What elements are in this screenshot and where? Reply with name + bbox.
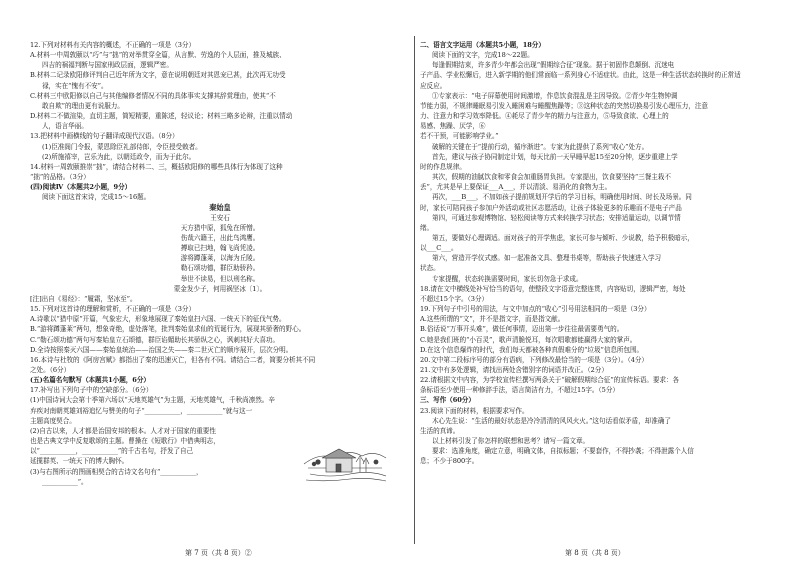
questions-20-22 [420, 355, 784, 396]
question-12 [30, 40, 410, 131]
poem [30, 203, 410, 294]
text-line: 丢”，尤其是早上要保证___A___，并以清淡、易消化的食物为主。 [420, 183, 612, 192]
section-5-title: (五)名篇名句默写（本题共1小题，6分） [30, 376, 150, 385]
poem-line: 伤哉六籍王，出此鸟鸿鹰。 [180, 233, 260, 242]
text-line: D.材料二不做渲染，直切主题，简短精要，重陈述，轻议论；材料三略多论辩，注重以情动 [30, 112, 293, 121]
text-line: A.诗歌以“猎中原”开篇，气象宏大，形象地展现了秦始皇扫六国、一统天下的征伐气势。 [30, 315, 286, 324]
text-line: 其次，假期的油腻饮食和零食会加重肠胃负担。专家提出，饮食要坚持“三餐主栽不 [432, 173, 671, 182]
text-line: 20.文中第二段标序号的部分有语病，下列修改最恰当的一项是（3分）。（4分） [420, 355, 648, 364]
text-line: 敢自欺”的理由更有说服力。 [42, 101, 124, 110]
text-line: 延揽群英、一统天下的博大胸怀。 [30, 457, 129, 466]
text-line: 12.下列对材料有关内容的概述，不正确的一项是（3分） [30, 41, 195, 49]
poem-line: 天方猎中原，狐兔在所憎。 [180, 223, 260, 232]
question-16 [30, 355, 410, 375]
text-line: 17.补写出下列句子中的空缺部分。（6分） [30, 386, 153, 395]
poem-line: 搏取已扫地，翰飞尚凭凌。 [180, 244, 260, 253]
text-line: ___________”。 [42, 477, 88, 486]
text-line: 人，语言华丽。 [42, 122, 88, 131]
text-line: (2)所施禧宰，岂乐为此，以朝廷政令，而为于此尔。 [42, 152, 196, 161]
question-13 [30, 131, 410, 161]
text-line: D.全诗按照秦灭六国——秦始皇统治——治国之失——秦二世灭亡的顺序展开，层次分明。 [30, 345, 293, 354]
text-line: 19.下列句子中引号的用法，与文中加点的“收心”引号用法相同的一项是（3分） [420, 305, 651, 314]
text-line: 生活的真谛。 [420, 426, 460, 435]
poem-line: 举世不读易，但以刑名称。 [180, 274, 260, 283]
poem-line: 游将蹲蓬莱，以海为丘陵。 [180, 254, 260, 263]
text-line: 16.本诗与杜牧的《阿房宫赋》都指出了秦的迅速灭亡，但各有不同。请结合二者，简要分析其不同 [30, 355, 316, 364]
text-line: (1)中国诗词大会第十季第六场以“天地英雄气”为主题，天地英雄气，千秋尚凛然。辛 [30, 396, 275, 405]
page-number-right: 第 8 页（共 8 页） [565, 549, 625, 557]
text-line: 之处。（6分） [30, 366, 71, 374]
text-line: C.材料三中欧阳修以自己与其他编修者情况不同的具体事实支撑其辞赏理由，使其“不 [30, 91, 276, 100]
text-line: B.“游将蹲蓬莱”两句，想象奇绝，虚处落笔，批判秦始皇求仙的荒诞行为，展现其骄奢的野心。 [30, 325, 306, 334]
text-line: 13.把材料中画横线的句子翻译成现代汉语。（8分） [30, 132, 179, 141]
text-line: 18.请在文中横线处补写恰当的语句，使整段文字语意完整连贯，内容贴切，逻辑严密，每处 [420, 284, 686, 293]
text-line: 每逢假期结束，许多青少年都会出现“假期综合征”现象。据于初固作息颠倒、沉迷电 [432, 61, 675, 70]
poem-author: 王安石 [210, 213, 230, 222]
section-2-intro: 阅读下面的文字，完成18～22题。 [432, 51, 534, 60]
text-line: 绪。 [420, 223, 434, 232]
text-line: 时，家长可陪同孩子参加户外活动或社区志愿活动，让孩子体验更多的乐趣而不是电子产品 [420, 203, 682, 212]
question-23 [420, 406, 784, 467]
text-line: 第六，营造开学仪式感。如一起准备文具、整理书桌等，帮助孩子快速进入学习 [432, 254, 662, 263]
text-line: 木心先生说：“生活的最好状态是冷冷清清的风风火火。”这句话看似矛盾，却准确了 [432, 416, 671, 425]
section-3-title: 三、写作（60分） [420, 396, 475, 405]
text-line: 专家提醒，状态转换需要时间，家长切勿急于求成。 [432, 274, 583, 283]
page-number-left: 第 7 页（共 8 页）② [185, 549, 252, 557]
text-line: “拙”的品格。（3分） [30, 173, 90, 182]
text-line: 子产品、学业松懈后，进入新学期的他们常面临一系列身心不适症状。由此，这是一种生活状态转换时的正常适 [420, 71, 741, 80]
text-line: 也是古典文学中反复歌颂的主题。曹操在《短歌行》中借典明志， [30, 437, 220, 446]
text-line: C.她是我们班的“小百灵”，歌声清脆悦耳，每次唱歌都能赢得大家的掌声。 [420, 335, 637, 344]
text-line: 四吉的祸福判断与国家刑政层面，逻辑严密。 [42, 61, 173, 70]
right-column [420, 40, 784, 542]
poem-title: 秦始皇 [209, 202, 231, 212]
text-line: 15.下列对这首诗的理解和赏析，不正确的一项是（3分） [30, 305, 195, 314]
poem-line: 蒙金发少子，何用祸坚冰〔1〕。 [173, 284, 267, 293]
question-19 [420, 304, 784, 355]
text-line: 状态。 [420, 264, 440, 273]
text-line: 禄，实在“愧有不安”。 [42, 81, 108, 90]
reading-passage [420, 60, 784, 283]
text-line: D.在这个信息爆炸的时代，我们每天都被各种真假难分的“垃圾”信息所包围。 [420, 345, 644, 354]
landscape-illustration [300, 434, 390, 484]
text-line: C.“勒石颂功德”两句写秦始皇立石颂德，群臣谄媚助长其骄纵之心，讽刺其好大喜功。 [30, 335, 280, 344]
text-line: 第五，要做好心理调适。面对孩子的开学焦虑，家长可参与倾听、少说教，给予积极暗示， [432, 233, 694, 242]
text-line: (3)与右图所示的图画相契合的古诗文名句有“___________， [30, 467, 203, 476]
text-line: 以“___________，___________”的千古名句，抒发了自己 [30, 447, 194, 456]
section-2-title: 二、语言文字运用（本题共5小题，18分） [420, 41, 545, 49]
text-line: 破解的关键在于“提前行动，循序渐进”。专家为此提供了系列“收心”处方。 [432, 142, 649, 151]
text-line: (2)自古以来，人才都是治国安邦的根本。人才对于国家的重要性 [30, 426, 216, 435]
text-line: 再次，___B___，不加如孩子提前规划开学后的学习目标，明确使用时间、时长及场景。同 [432, 193, 692, 202]
text-line: ①专家表示：“电子屏幕使用时间激增，作息饮食混乱是主因导致。②青少年生物钟调 [432, 91, 678, 100]
text-line: 息；不少于800字。 [420, 457, 479, 466]
section-4-intro: 阅读下面这首宋诗，完成15～16题。 [42, 193, 151, 202]
text-line: 主题高度契合。 [30, 416, 76, 425]
text-line: 时的作息规律。 [420, 162, 466, 171]
text-line: 23.阅读下面的材料，根据要求写作。 [420, 406, 529, 415]
text-line: 要求：选准角度，确定立意，明确文体，自拟标题；不要套作，不得抄袭；不得泄露个人信 [432, 447, 694, 456]
question-14 [30, 162, 410, 182]
text-line: 易感、焦躁、厌学，⑥ [420, 122, 486, 131]
text-line: (1)臣准阁门令报，蒙恩除臣礼部侍郎，令臣授受敕者。 [42, 142, 202, 151]
section-4-title: (四)阅读Ⅳ（本题共2小题，9分） [30, 183, 132, 192]
text-line: 22.请根据文中内容，为学校宣传栏撰写两条关于“破解假期综合征”的宣传标语。要求：各 [420, 376, 680, 385]
text-line: 条标语至少使用一种修辞手法，语言简洁有力，不超过15字。（5分） [420, 386, 619, 395]
poem-line: 勒石颂功德，群臣助骄矜。 [180, 264, 260, 273]
text-line: 应反应。 [420, 81, 447, 90]
text-line: B.俗话说“万事开头难”，做任何事情，迈出第一步往往最需要勇气的。 [420, 325, 624, 334]
text-line: A.材料一中周敦颐以“巧”与“拙”的对举贯穿全篇，从言默、劳逸的个人层面，推及城族、 [30, 51, 286, 60]
text-line: 首先，建议与孩子协同制定计划，每天比前一天早睡早起15至20分钟，逐步重建上学 [432, 152, 678, 161]
question-15 [30, 304, 410, 355]
question-18 [420, 284, 784, 304]
text-line: 以上材料引发了你怎样的联想和思考？请写一篇文章。 [432, 437, 590, 446]
text-line: 21.文中有多处逻辑，请找出两处含错别字的词语并改正。（2分） [420, 366, 608, 374]
text-line: 第四，可通过参观博物馆、轻松阅读等方式来转换学习状态；安排适量运动，以调节情 [432, 213, 681, 222]
text-line: B.材料二记录欧阳修评判自己近年所为文字，意在说明朝廷对其恩宠已甚，此次再无功受 [30, 71, 286, 80]
text-line: 力、注意力和学习效率降低。④耗尽了青少年的精力与注意力，⑤导致食欲、心理上的 [420, 112, 669, 121]
column-divider [414, 36, 415, 544]
text-line: 若不干预，可能影响学业。” [420, 132, 499, 141]
text-line: 不超过15个字。（3分） [420, 294, 489, 303]
text-line: 以___C___。 [420, 244, 458, 253]
poem-note: [注]出自《易经》：“履霜，坚冰至”。 [30, 294, 137, 303]
text-line: 节能力弱，不规律睡眠易引发入睡困难与睡醒焦躁等；③这种状态的突然切换易引发心理压力，注意 [420, 101, 708, 110]
text-line: 14.材料一周敦颐推崇“拙”，请结合材料二、三，概括欧阳修的哪些具体行为体现了这种 [30, 162, 283, 171]
text-line: 弃疾对南朝英雄刘裕追忆与赞美的句子“___________，___________”就与这一 [30, 406, 253, 415]
text-line: A.这些所谓的“文”，并不是指文字，而是指文献。 [420, 315, 565, 324]
